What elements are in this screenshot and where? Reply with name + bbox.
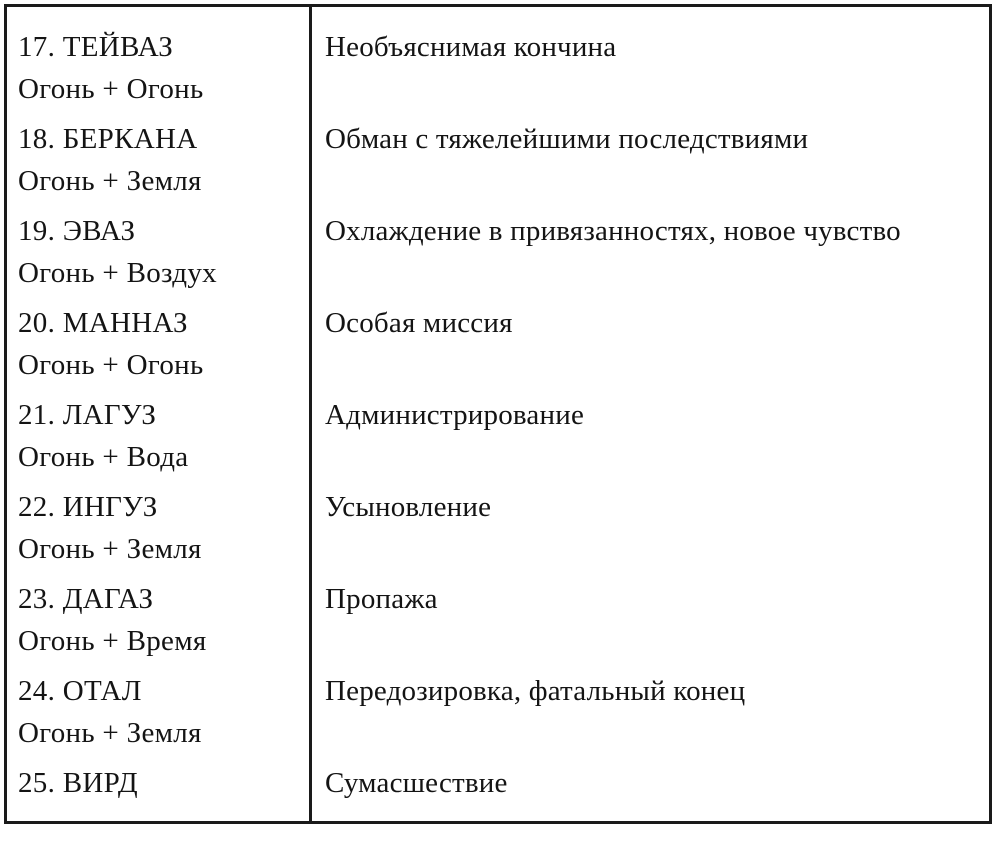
meaning-cell: Особая миссия (325, 307, 513, 339)
rune-cell (18, 762, 303, 804)
table-row (7, 302, 989, 394)
rune-cell (18, 670, 303, 754)
table-row (7, 118, 989, 210)
table-row (7, 394, 989, 486)
table-row (7, 670, 989, 762)
rune-name: 25. ВИРД (18, 767, 138, 799)
meaning-cell: Передозировка, фатальный конец (325, 675, 746, 707)
rune-name: 23. ДАГАЗ (18, 583, 154, 615)
rune-cell (18, 578, 303, 662)
rune-cell (18, 486, 303, 570)
table-body (7, 26, 989, 854)
rune-cell (18, 118, 303, 202)
rune-cell (18, 26, 303, 110)
rune-elements: Огонь + Огонь (18, 73, 204, 105)
rune-name: 24. ОТАЛ (18, 675, 142, 707)
rune-name: 20. МАННАЗ (18, 307, 188, 339)
rune-elements: Огонь + Земля (18, 165, 202, 197)
rune-cell (18, 210, 303, 294)
rune-elements: Огонь + Земля (18, 717, 202, 749)
meaning-cell: Усыновление (325, 491, 492, 523)
rune-name: 21. ЛАГУЗ (18, 399, 157, 431)
rune-name: 19. ЭВАЗ (18, 215, 136, 247)
table-row (7, 578, 989, 670)
rune-cell (18, 394, 303, 478)
rune-meaning-table (4, 4, 992, 824)
rune-name: 17. ТЕЙВАЗ (18, 31, 174, 63)
table-row (7, 762, 989, 854)
rune-name: 18. БЕРКАНА (18, 123, 198, 155)
meaning-cell: Пропажа (325, 583, 438, 615)
meaning-cell: Охлаждение в привязанностях, новое чувство (325, 215, 901, 247)
rune-name: 22. ИНГУЗ (18, 491, 158, 523)
rune-elements: Огонь + Огонь (18, 349, 204, 381)
rune-cell (18, 302, 303, 386)
rune-elements: Огонь + Время (18, 625, 207, 657)
meaning-cell: Необъяснимая кончина (325, 31, 617, 63)
meaning-cell: Сумасшествие (325, 767, 508, 799)
meaning-cell: Администрирование (325, 399, 585, 431)
rune-elements: Огонь + Воздух (18, 257, 217, 289)
table-row (7, 486, 989, 578)
rune-elements: Огонь + Земля (18, 533, 202, 565)
meaning-cell: Обман с тяжелейшими последствиями (325, 123, 809, 155)
table-row (7, 210, 989, 302)
rune-elements: Огонь + Вода (18, 441, 189, 473)
table-row (7, 26, 989, 118)
